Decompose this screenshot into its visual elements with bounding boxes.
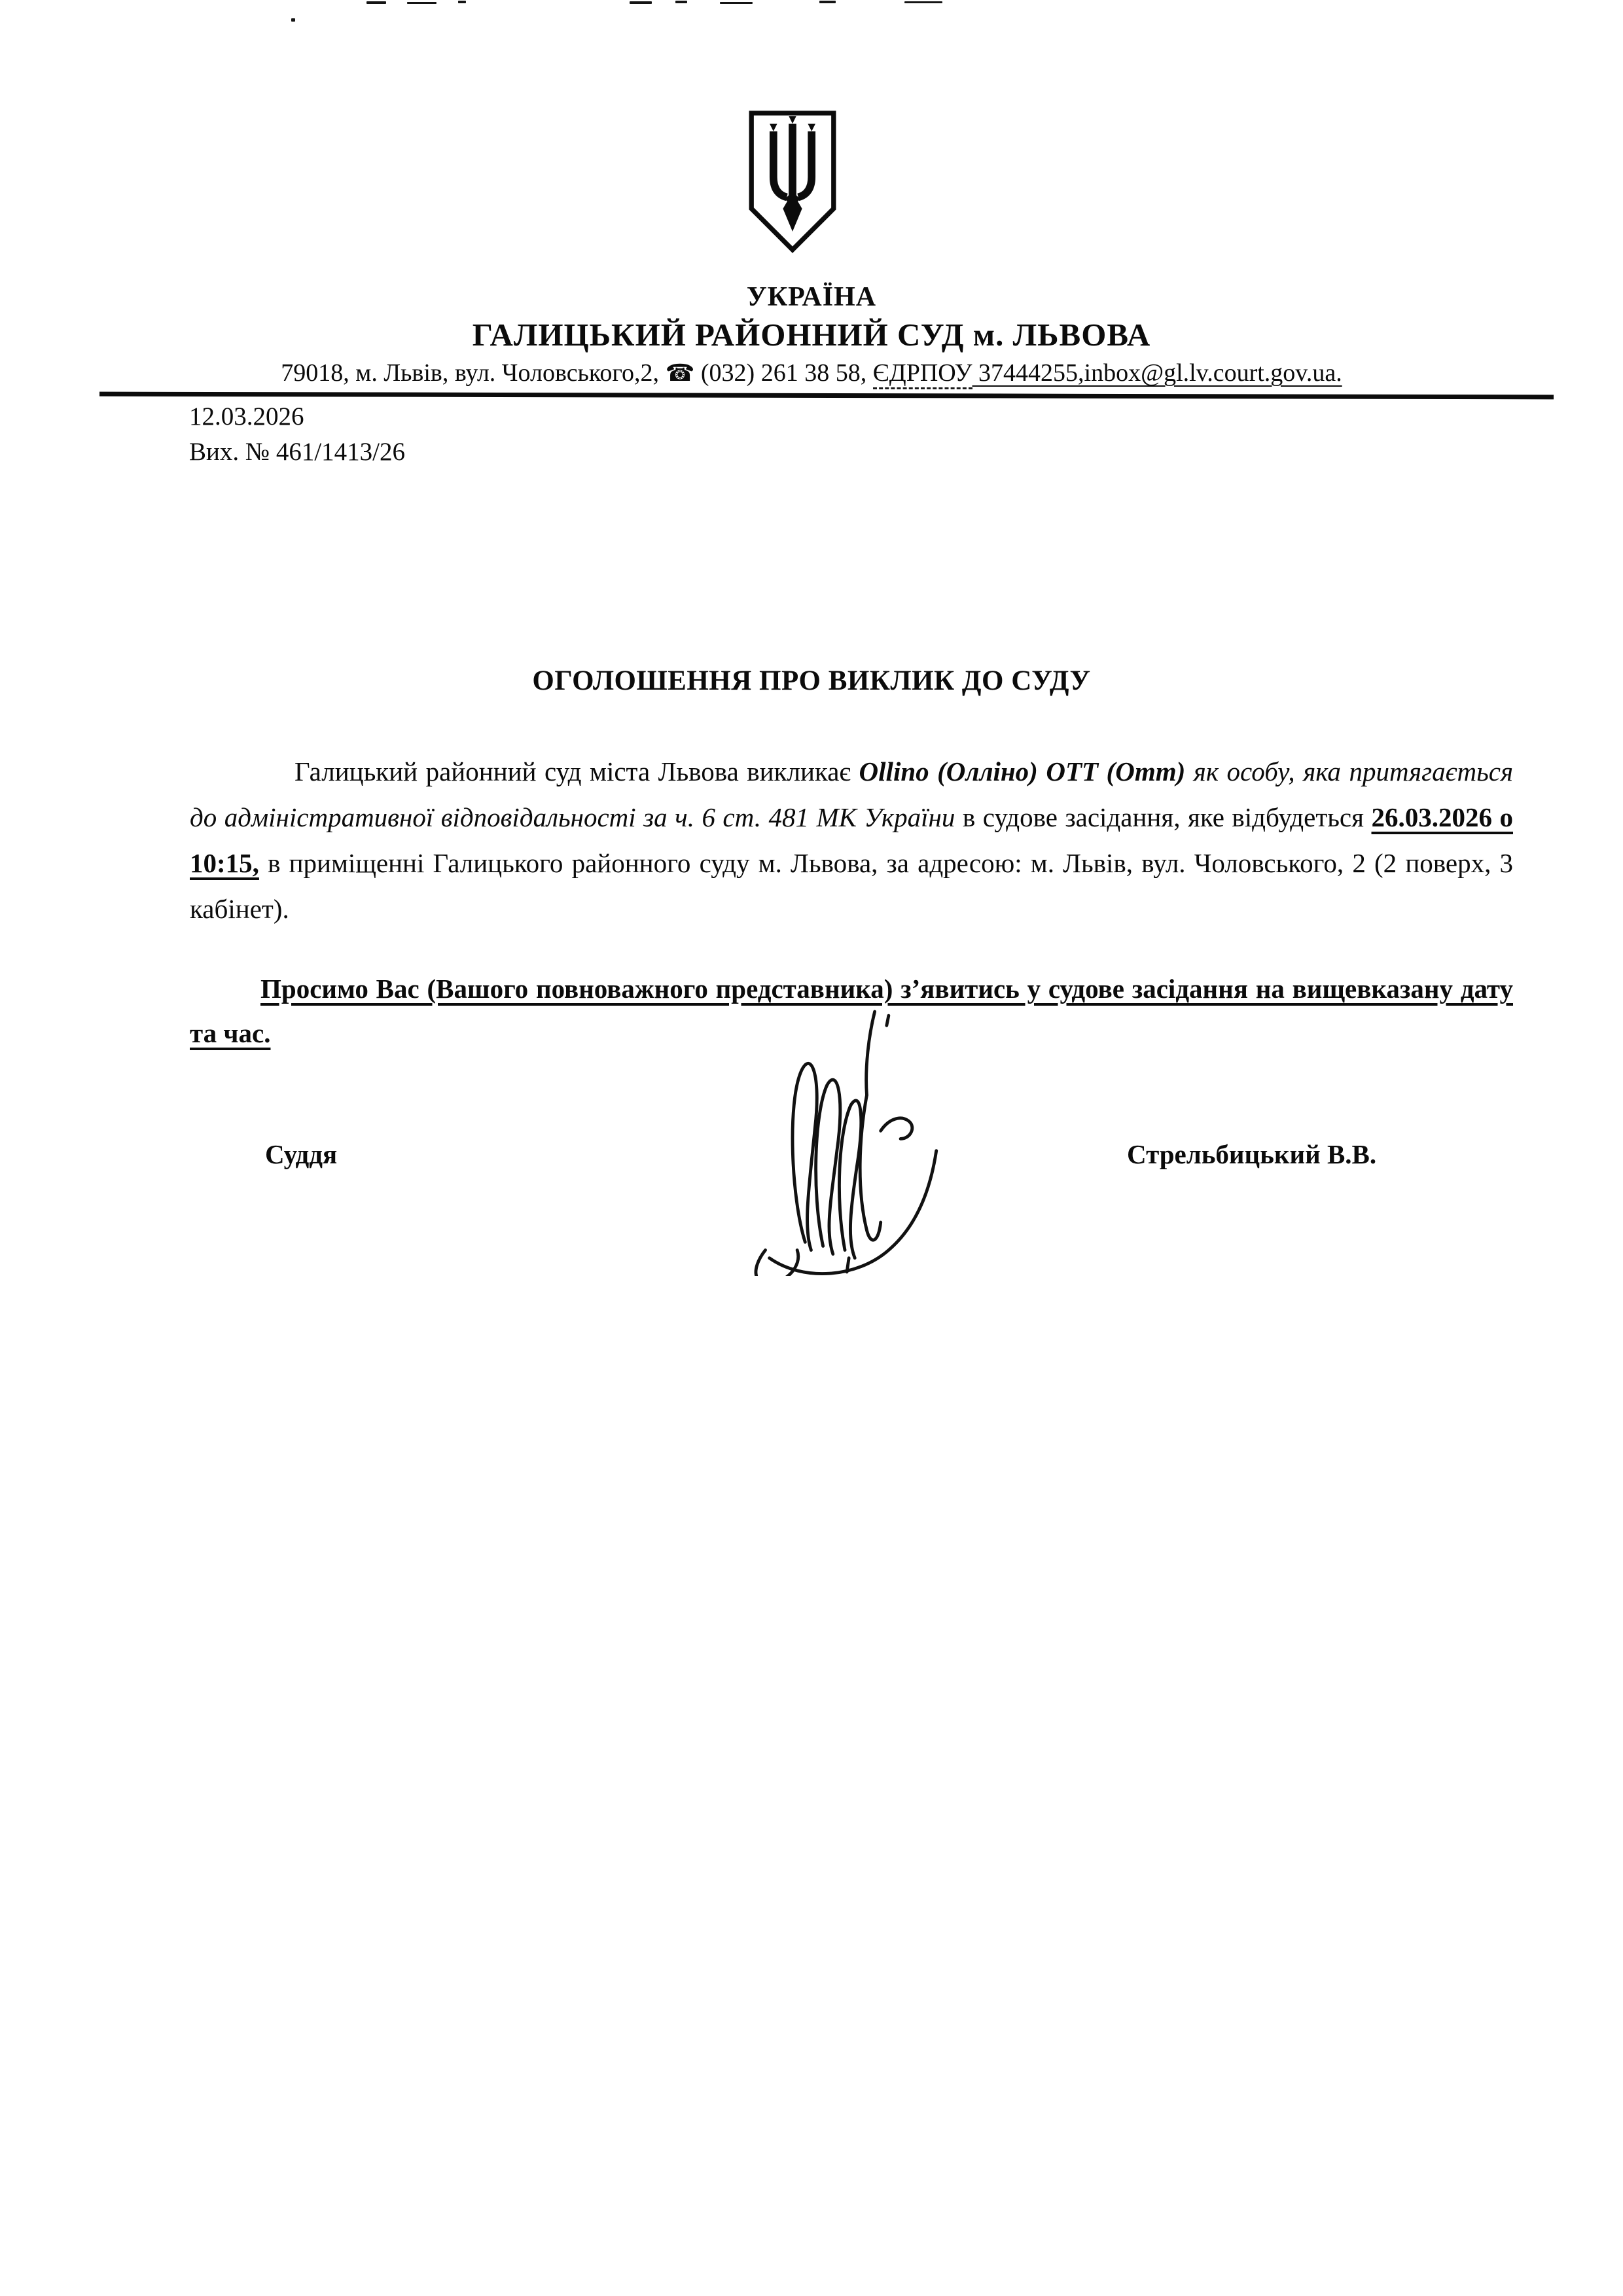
document-date: 12.03.2026 <box>189 402 304 431</box>
reference-number: Вих. № 461/1413/26 <box>189 438 406 466</box>
telephone-icon: ☎ <box>665 360 695 387</box>
summons-paragraph <box>190 749 1513 932</box>
summoned-person-name: Ollino (Олліно) ОТТ (Отт) <box>859 756 1186 786</box>
ukraine-trident-emblem <box>745 110 840 254</box>
p1-end: в приміщенні Галицького районного суду м. Львова, за адресою: м. Львів, вул. Чоловського, 2 (2 поверх, 3 кабінет). <box>190 848 1513 924</box>
country-title: УКРАЇНА <box>746 282 877 312</box>
address-email: 37444255,inbox@gl.lv.court.gov.ua. <box>972 359 1342 387</box>
p1-start: Галицький районний суд міста Львова викликає <box>294 756 859 786</box>
judge-name: Стрельбицький В.В. <box>1127 1139 1377 1169</box>
handwritten-signature <box>732 1008 954 1276</box>
p2-text: Просимо Вас (Вашого повноважного представника) з’явитись у судове засідання на вищевказану дату та час. <box>190 974 1513 1048</box>
p1-offense: як особу, яка притягається до адміністративної відповідальності за ч. 6 ст. 481 МК України <box>190 756 1514 832</box>
header-divider <box>99 392 1554 400</box>
court-name: ГАЛИЦЬКИЙ РАЙОННИЙ СУД м. ЛЬВОВА <box>472 317 1151 353</box>
hearing-datetime: 26.03.2026 о 10:15, <box>190 802 1513 878</box>
judge-label: Суддя <box>265 1139 338 1169</box>
edrpou-label: ЄДРПОУ <box>873 359 972 389</box>
address-phone: (032) 261 38 58, <box>694 359 873 387</box>
p1-mid: в судове засідання, яке відбудеться <box>955 802 1372 832</box>
address-part1: 79018, м. Львів, вул. Чоловського,2, <box>281 359 666 387</box>
address-line <box>0 359 1623 387</box>
document-title: ОГОЛОШЕННЯ ПРО ВИКЛИК ДО СУДУ <box>532 665 1091 696</box>
